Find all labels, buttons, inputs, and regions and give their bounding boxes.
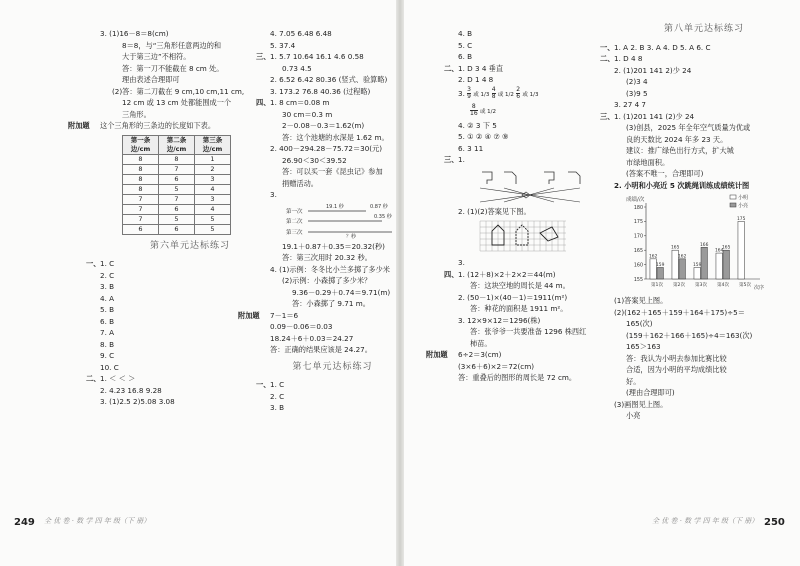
x-tick-label: 第4次 — [716, 283, 730, 288]
svg-text:？秒: ？秒 — [346, 233, 357, 240]
answer-line: 9.36－0.29＋0.74＝9.71(m) — [292, 287, 391, 297]
answer-line: 1. C — [100, 259, 115, 268]
fraction: $\frac{8}{16}$ — [470, 103, 478, 117]
answer-line: 3. 27 4 7 — [614, 100, 647, 109]
answer-line: 1. (12＋8)×2＋2×2＝44(m) — [458, 269, 556, 279]
answer-line: 6. B — [458, 52, 473, 61]
bar — [738, 221, 744, 279]
x-tick-label: 第3次 — [694, 283, 708, 288]
answer-line: 10. C — [100, 362, 119, 372]
unit-title: 第七单元达标练习 — [292, 361, 373, 372]
answer-line: 答：重叠后的图形的周长是 72 cm。 — [458, 373, 577, 382]
y-tick-label: 165 — [633, 249, 643, 254]
answer-line: 答：第一刀不能截在 8 cm 处。 — [122, 63, 224, 73]
section-label: 一、 — [256, 380, 271, 389]
section-label: 二、 — [600, 54, 615, 63]
legend-swatch-xiaoming — [730, 195, 736, 199]
bar-value-label: 166 — [700, 242, 709, 248]
section-label: 四、 — [444, 269, 459, 279]
table-header: 第三条 边/cm — [195, 135, 231, 154]
section-label: 三、 — [256, 52, 271, 61]
table-row: 8 7 2 — [123, 164, 231, 174]
grid-figure — [474, 219, 574, 255]
svg-text:19.1 秒: 19.1 秒 — [326, 203, 344, 210]
answer-line: (2)示例：小森掷了多少米？ — [282, 276, 372, 285]
answer-line: 4. B — [458, 29, 473, 38]
x-tick-label: 第2次 — [672, 283, 686, 288]
y-tick-label: 160 — [633, 263, 643, 269]
answer-line: 1. C — [270, 380, 285, 389]
table-row: 8 8 1 — [123, 154, 231, 164]
fraction: $\frac{3}{9}$ — [467, 86, 471, 100]
svg-text:0.35 秒: 0.35 秒 — [374, 213, 392, 220]
table-row: 6 6 5 — [123, 224, 231, 234]
answer-line: (答案不唯一，合理即可) — [626, 169, 704, 178]
answer-line: 4. (1)示例：冬冬比小兰多掷了多少米 — [270, 264, 390, 274]
page-number: 250 — [764, 517, 785, 528]
side-length-table — [122, 135, 231, 235]
answer-line: 3. (1)2.5 2)5.08 3.08 — [100, 397, 175, 406]
answer-line: 合适，因为小明的平均成绩比较 — [626, 365, 727, 374]
section-label: 附加题 — [238, 310, 260, 320]
answer-line: 答：我认为小明去参加比赛比较 — [626, 353, 727, 363]
answer-line: 5. 37.4 — [270, 40, 296, 50]
answer-line: 1. D 4 8 — [614, 54, 643, 63]
answer-line: 165(次) — [626, 319, 653, 328]
answer-line: (3)创县，2025 年全年空气质量为优或 — [626, 123, 751, 132]
answer-line: 9. C — [100, 351, 115, 360]
svg-text:第二次: 第二次 — [286, 218, 303, 225]
bar — [716, 253, 722, 279]
answer-line: 7－1＝6 — [270, 310, 299, 320]
answer-line: 1. 8 cm＝0.08 m — [270, 98, 330, 107]
bar-value-label: 162 — [678, 254, 687, 260]
bar-value-label: 159 — [656, 262, 665, 268]
bar-value-label: 175 — [736, 216, 746, 222]
legend-swatch-xiaoliang — [730, 203, 736, 207]
answer-line: 3. 173.2 76.8 40.36 (过程略) — [270, 86, 371, 96]
bar-value-label: 165 — [670, 245, 680, 251]
answer-line: 2. 4.23 16.8 9.28 — [100, 385, 162, 395]
unit-title: 第八单元达标练习 — [663, 24, 744, 34]
answer-line: 答：小森掷了 9.71 m。 — [292, 299, 370, 308]
answer-line: (3)画图见上图。 — [614, 399, 668, 409]
answer-line: 1. ＜ ＜ ＞ — [100, 374, 136, 383]
bar — [701, 247, 707, 279]
answer-line: 30 cm＝0.3 m — [282, 109, 333, 119]
answer-line: 165＞163 — [626, 342, 661, 351]
answer-line: 0.09－0.06＝0.03 — [270, 322, 333, 331]
section-label: 二、 — [444, 63, 459, 73]
answer-line: (2)答：第二刀截在 9 cm,10 cm,11 cm, — [112, 86, 245, 96]
answer-line: (1)答案见上图。 — [614, 296, 668, 305]
answer-line: (3×6＋6)×2＝72(cm) — [458, 361, 535, 371]
answer-line: 8＝8，与“三角形任意两边的和 — [122, 40, 222, 50]
bar-value-label: 162 — [648, 254, 658, 260]
answer-line: 5. ① ② ④ ⑦ ⑨ — [458, 132, 509, 141]
section-label: 附加题 — [426, 350, 448, 359]
fraction: $\frac{4}{8}$ — [491, 86, 496, 100]
left-page — [0, 0, 398, 566]
answer-line: 答：第三次用时 20.32 秒。 — [282, 253, 372, 262]
answer-line: 3. — [270, 190, 277, 199]
y-tick-label: 180 — [633, 205, 643, 211]
answer-line: 柿苗。 — [470, 338, 492, 348]
answer-line: 这个三角形的三条边的长度如下表。 — [100, 121, 216, 130]
answer-line: 答：可以买一套《昆虫记》参加 — [282, 167, 383, 176]
fraction-line: 3. $\frac{3}{9}$ 或 1/3 $\frac{4}{8}$ 或 1/2 $\frac{2}{6}$ 或 1/3 — [458, 86, 539, 100]
table-row: 7 6 4 — [123, 204, 231, 214]
page-footer: 全 优 卷 · 数 学 四 年 级（下 册） — [44, 517, 151, 525]
answer-line: 好。 — [626, 376, 641, 386]
answer-line: 12 cm 或 13 cm 处都能围成一个 — [122, 98, 232, 107]
race-time-diagram — [286, 203, 404, 239]
symmetry-figure — [474, 168, 586, 204]
section-label: 二、 — [86, 374, 101, 383]
right-page — [402, 0, 800, 566]
answer-line: (3)9 5 — [626, 88, 648, 98]
right-column-2 — [600, 24, 794, 422]
chart-xlabel: 次序 — [754, 285, 765, 291]
answer-line: 3. — [458, 258, 465, 267]
table-row: 7 5 5 — [123, 214, 231, 224]
answer-line: (理由合理即可) — [626, 388, 675, 397]
answer-line: 小亮 — [626, 411, 641, 420]
bar — [679, 259, 685, 279]
table-header: 第一条 边/cm — [123, 135, 159, 154]
answer-line: 6. 3 11 — [458, 143, 484, 153]
unit-title: 第六单元达标练习 — [149, 240, 230, 251]
answer-line: 1. — [458, 155, 465, 164]
answer-line: 2. C — [100, 270, 115, 280]
y-tick-label: 175 — [633, 220, 643, 226]
table-row: 8 6 3 — [123, 174, 231, 184]
bar-value-label: 159 — [692, 262, 702, 268]
section-label: 三、 — [444, 155, 459, 164]
svg-text:第一次: 第一次 — [286, 208, 303, 215]
left-column-1 — [68, 28, 280, 408]
answer-line: 3. B — [100, 282, 115, 291]
answer-line: 6÷2＝3(cm) — [458, 350, 502, 359]
right-column-1 — [426, 28, 588, 384]
section-label: 一、 — [600, 42, 615, 52]
answer-line: 3. 12×9×12＝1296(株) — [458, 315, 541, 325]
left-column-2 — [238, 28, 395, 414]
answer-line: 2－0.08－0.3＝1.62(m) — [282, 121, 365, 130]
answer-line: 7. A — [100, 328, 115, 337]
bar-value-label: 164 — [714, 248, 724, 254]
y-tick-label: 155 — [633, 277, 643, 283]
bar — [723, 250, 729, 279]
answer-line: 答：种花的面积是 1911 m²。 — [470, 304, 568, 313]
answer-line: 19.1＋0.87＋0.35＝20.32(秒) — [282, 241, 385, 251]
answer-line: 三角形。 — [122, 109, 151, 119]
answer-line: 1. A 2. B 3. A 4. D 5. A 6. C — [614, 42, 711, 52]
page-footer: 全 优 卷 · 数 学 四 年 级（下 册） — [652, 517, 759, 525]
answer-line: 2. (1)201 141 2)少 24 — [614, 65, 692, 75]
answer-line: 大于第三边”不相符。 — [122, 52, 191, 61]
answer-line: 18.24＋6＋0.03＝24.27 — [270, 333, 354, 343]
x-tick-label: 第5次 — [738, 283, 752, 288]
legend-label-xiaoliang: 小亮 — [738, 203, 749, 209]
answer-line: 2. C — [270, 391, 285, 401]
answer-line: 2. (1)(2)答案见下图。 — [458, 206, 531, 216]
page-number: 249 — [14, 517, 35, 528]
bar — [650, 259, 656, 279]
answer-line: 答：这个池塘的水深是 1.62 m。 — [282, 132, 389, 142]
answer-line: 4. 7.05 6.48 6.48 — [270, 29, 332, 38]
bar — [657, 267, 663, 279]
jump-rope-bar-chart — [626, 193, 776, 293]
answer-line: 3. (1)16－8＝8(cm) — [100, 29, 169, 38]
answer-line: 建议：推广绿色出行方式，扩大城 — [626, 146, 734, 155]
answer-line: 8. B — [100, 339, 115, 349]
answer-line: 2. (50－1)×(40－1)＝1911(m²) — [458, 292, 568, 302]
answer-line: 0.73 4.5 — [282, 63, 312, 73]
fraction: $\frac{2}{6}$ — [516, 86, 521, 100]
section-label: 四、 — [256, 98, 271, 107]
answer-line: 26.90＜30＜39.52 — [282, 155, 347, 165]
answer-line: 2. 400－294.28－75.72＝30(元) — [270, 144, 383, 153]
answer-line: 理由表述合理即可 — [122, 75, 180, 84]
answer-line: 答：正确的结果应该是 24.27。 — [270, 345, 372, 354]
answer-line: 4. A — [100, 293, 115, 303]
answer-line: 5. B — [100, 305, 115, 314]
chart-caption: 2. 小明和小亮近 5 次跳绳训练成绩统计图 — [614, 180, 750, 190]
answer-line: 1. (1)201 141 (2)少 24 — [614, 111, 695, 121]
fraction-line: $\frac{8}{16}$ 或 1/2 — [470, 103, 497, 117]
answer-line: (2)(162＋165＋159＋164＋175)÷5＝ — [614, 307, 745, 317]
legend-label-xiaoming: 小明 — [738, 195, 749, 201]
chart-ylabel: 成绩/次 — [626, 197, 645, 203]
answer-line: 市绿地面积。 — [626, 157, 670, 167]
answer-line: 答：张爷爷一共要准备 1296 株西红 — [470, 327, 587, 336]
section-label: 三、 — [600, 111, 615, 121]
answer-line: 5. C — [458, 40, 473, 50]
answer-line: 1. D 3 4 垂直 — [458, 63, 504, 73]
answer-line: 捐赠活动。 — [282, 178, 318, 188]
section-label: 附加题 — [68, 121, 90, 130]
y-tick-label: 170 — [633, 234, 643, 240]
answer-line: 良的天数比 2024 年多 23 天。 — [626, 134, 728, 144]
svg-text:第三次: 第三次 — [286, 229, 303, 236]
answer-line: 2. 6.52 6.42 80.36 (竖式、验算略) — [270, 75, 388, 84]
x-tick-label: 第1次 — [650, 283, 664, 288]
answer-line: (2)3 4 — [626, 77, 648, 86]
bar — [694, 267, 700, 279]
answer-line: 答：这块空地的周长是 44 m。 — [470, 281, 570, 290]
answer-line: (159＋162＋166＋165)÷4＝163(次) — [626, 330, 753, 340]
table-header: 第二条 边/cm — [159, 135, 195, 154]
table-row: 8 5 4 — [123, 184, 231, 194]
bar-value-label: 165 — [722, 245, 731, 251]
answer-line: 2. D 1 4 8 — [458, 75, 494, 84]
svg-text:0.87 秒: 0.87 秒 — [370, 203, 388, 210]
answer-line: 1. 5.7 10.64 16.1 4.6 0.58 — [270, 52, 364, 61]
answer-line: 6. B — [100, 316, 115, 326]
section-label: 一、 — [86, 259, 101, 268]
answer-line: 3. B — [270, 403, 285, 412]
answer-line: 4. ② 3 下 5 — [458, 120, 497, 130]
table-row: 7 7 3 — [123, 194, 231, 204]
